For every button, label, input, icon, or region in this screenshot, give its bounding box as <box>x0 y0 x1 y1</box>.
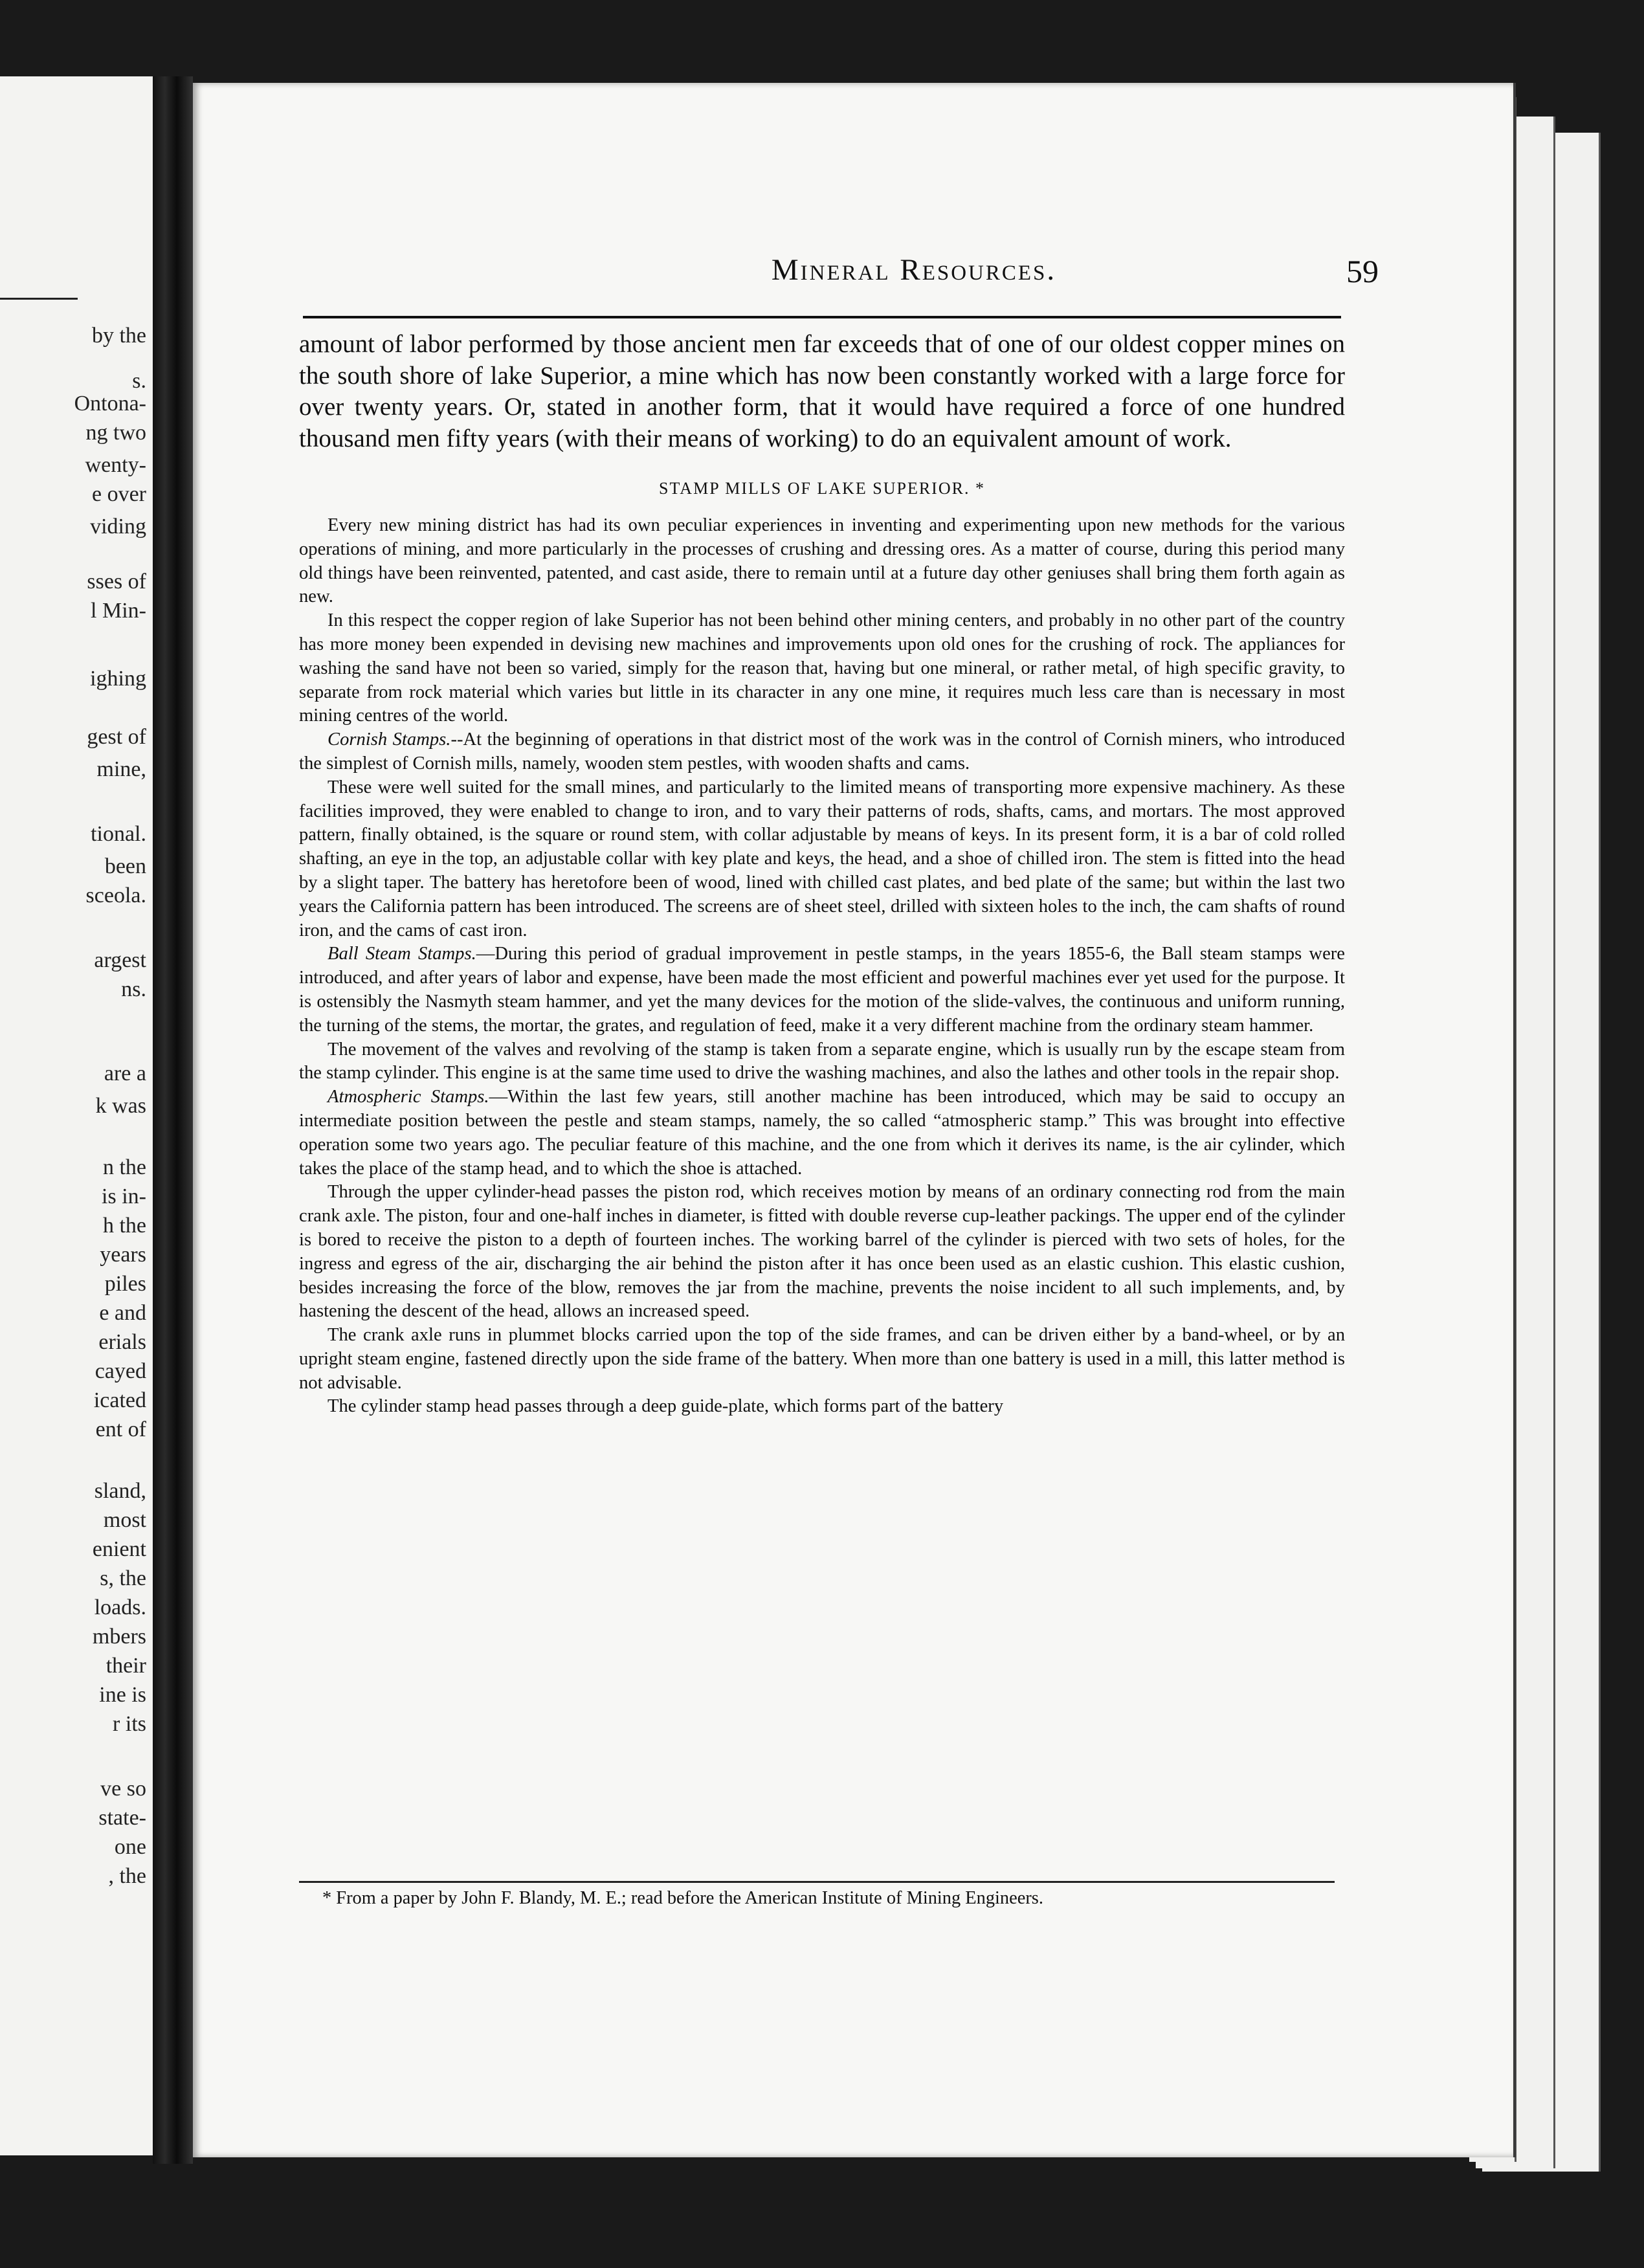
facing-page-fragment: mbers <box>92 1625 146 1649</box>
facing-page-fragment: Ontona- <box>74 392 146 416</box>
facing-page-fragment: loads. <box>94 1595 146 1619</box>
facing-page-fragment: is in- <box>102 1184 146 1208</box>
facing-page-fragment: l Min- <box>91 599 146 623</box>
facing-page-fragment: sceola. <box>85 884 146 907</box>
facing-page-fragment: ns. <box>121 977 146 1001</box>
paragraph <box>299 1085 1345 1181</box>
facing-page-fragment: been <box>104 854 146 878</box>
facing-page-fragment: years <box>100 1243 146 1267</box>
footnote: * From a paper by John F. Blandy, M. E.; read before the American Institute of Mining Engineers. <box>322 1888 1043 1908</box>
page-header <box>302 252 1531 304</box>
facing-page-fragment: ent of <box>95 1418 146 1441</box>
section-title: STAMP MILLS OF LAKE SUPERIOR. * <box>659 479 985 498</box>
facing-page-fragment: piles <box>104 1272 146 1296</box>
facing-page <box>0 76 153 2155</box>
paragraph: In this respect the copper region of lake Superior has not been behind other mining centers, and probably in no other part of the country has more money been expended in devising new machines and improvements upon old ones for the crushing of rock. The appliances for washing the sand have not been so varied, simply for the reason that, having but one mineral, or rather metal, of high specific gravity, to separate from rock material which varies but little in its character in any one mine, it requires much less care than is necessary in most mining centres of the world. <box>299 610 1345 726</box>
facing-page-fragment: argest <box>94 948 146 972</box>
facing-page-fragment: most <box>103 1508 146 1532</box>
facing-page-fragment: one <box>114 1835 146 1859</box>
paragraph-text: —During this period of gradual improvement in pestle stamps, in the years 1855-6, the Ball steam stamps were introduced, and after years of labor and expense, have been made the most efficient and powerful machines ever yet used for the purpose. It is ostensibly the Nasmyth steam hammer, and yet the many devices for the motion of the slide-valves, the continuous and uniform running, the turning of the stems, the mortar, the grates, and regulation of feed, make it a very different machine from the ordinary steam hammer. <box>299 944 1345 1036</box>
paragraph: These were well suited for the small mines, and particularly to the limited means of transporting more expensive machinery. As these facilities improved, they were enabled to change to iron, and to vary their patterns of rods, shafts, cams, and mortars. The most approved pattern, finally obtained, is the square or round stem, with collar adjustable by means of keys. In its present form, it is a bar of cold rolled shafting, an eye in the top, an adjustable collar with key plate and keys, the head, and a shoe of chilled iron. The stem is fitted into the head by a slight taper. The battery has heretofore been of wood, lined with chilled cast plates, and bed plate of the same; but within the last two years the California pattern has been introduced. The screens are of sheet steel, drilled with sixteen holes to the inch, the cam shafts of round iron, and the cams of cast iron. <box>299 777 1345 940</box>
paragraph: Through the upper cylinder-head passes the piston rod, which receives motion by means of an ordinary connecting rod from the main crank axle. The piston, four and one-half inches in diameter, is fitted with double reverse cup-leather packings. The upper end of the cylinder is bored to receive the piston to a depth of fourteen inches. The working barrel of the cylinder is pierced with two sets of holes, for the ingress and egress of the air, discharging the air behind the piston after it has once been used as an elastic cushion. This elastic cushion, besides increasing the force of the blow, removes the jar from the machine, prevents the noise incident to all such implements, and, by hastening the descent of the head, allows an increased speed. <box>299 1182 1345 1322</box>
paragraph <box>299 728 1345 776</box>
facing-page-fragment: icated <box>93 1388 146 1412</box>
facing-page-fragment: e and <box>99 1301 146 1325</box>
subsection-heading: Ball Steam Stamps. <box>328 944 476 964</box>
facing-page-fragment: by the <box>91 324 146 348</box>
lead-paragraph: amount of labor performed by those ancient men far exceeds that of one of our oldest copper mines on the south shore of lake Superior, a mine which has now been constantly worked with a large force for over twenty years. Or, stated in another form, that it would have required a force of one hundred thousand men fifty years (with their means of working) to do an equivalent amount of work. <box>299 330 1345 452</box>
paragraph: The cylinder stamp head passes through a deep guide-plate, which forms part of the battery <box>328 1396 1004 1417</box>
subsection-heading: Cornish Stamps. <box>328 729 451 750</box>
facing-page-fragment: enient <box>92 1537 146 1561</box>
paragraph-text: --At the beginning of operations in that district most of the work was in the control of Cornish miners, who introduced the simplest of Cornish mills, namely, wooden stem pestles, with wooden shafts and cams. <box>299 729 1345 773</box>
book-gutter <box>153 76 193 2164</box>
facing-page-fragment: s, the <box>100 1566 146 1590</box>
facing-page-fragment: s. <box>132 369 146 393</box>
facing-page-fragment: ine is <box>99 1683 146 1707</box>
paragraph <box>299 942 1345 1038</box>
paragraph: Every new mining district has had its own peculiar experiences in inventing and experimenting upon new methods for the various operations of mining, and more particularly in the processes of crushing and dressing ores. As a matter of course, during this period many old things have been reinvented, patented, and cast aside, there to remain until at a future day other geniuses shall bring them forth again as new. <box>299 515 1345 607</box>
facing-page-fragment: ng two <box>85 421 146 445</box>
facing-page-fragment: are a <box>104 1062 146 1085</box>
facing-page-fragment: state- <box>98 1806 146 1830</box>
facing-page-fragment: e over <box>91 482 146 506</box>
facing-page-fragment: viding <box>90 515 146 539</box>
paragraph-text: —Within the last few years, still another machine has been introduced, which may be said to occupy an intermediate position between the pestle and steam stamps, namely, the so called “atmospheric stamp.” This was brought into effective operation some two years ago. The peculiar feature of this machine, and the one from which it derives its name, is the air cylinder, which takes the place of the stamp head, and to which the shoe is attached. <box>299 1087 1345 1179</box>
facing-page-fragment: h the <box>102 1214 146 1238</box>
facing-page-fragment: tional. <box>91 822 146 846</box>
facing-page-fragment: ighing <box>90 667 146 691</box>
facing-page-fragment: k was <box>95 1094 146 1118</box>
paragraph: The crank axle runs in plummet blocks carried upon the top of the side frames, and can be driven either by a band-wheel, or by an upright steam engine, fastened directly upon the side frame of the battery. When more than one battery is used in a mill, this latter method is not advisable. <box>299 1325 1345 1393</box>
facing-page-fragment: n the <box>102 1155 146 1179</box>
header-rule <box>303 316 1341 318</box>
running-head: Mineral Resources. <box>771 253 1057 287</box>
facing-page-fragment: their <box>106 1654 146 1678</box>
footnote-rule <box>299 1881 1335 1883</box>
facing-page-fragment: ve so <box>100 1777 146 1801</box>
facing-page-fragment: mine, <box>96 757 146 781</box>
page-body <box>299 329 1345 1419</box>
facing-page-fragment: cayed <box>94 1359 146 1383</box>
facing-page-fragment: , the <box>108 1864 146 1888</box>
facing-page-fragment: sses of <box>87 570 146 594</box>
facing-page-fragment: r its <box>113 1712 146 1736</box>
facing-page-fragment: erials <box>98 1330 146 1354</box>
subsection-heading: Atmospheric Stamps. <box>328 1087 489 1107</box>
facing-page-rule <box>0 298 78 300</box>
facing-page-fragment: wenty- <box>85 453 146 477</box>
paragraph: The movement of the valves and revolving of the stamp is taken from a separate engine, which is usually run by the escape steam from the stamp cylinder. This engine is at the same time used to drive the washing machines, and also the lathes and other tools in the repair shop. <box>299 1039 1345 1084</box>
facing-page-fragment: sland, <box>94 1479 146 1503</box>
facing-page-fragment: gest of <box>87 725 146 749</box>
page-number: 59 <box>1346 253 1379 289</box>
